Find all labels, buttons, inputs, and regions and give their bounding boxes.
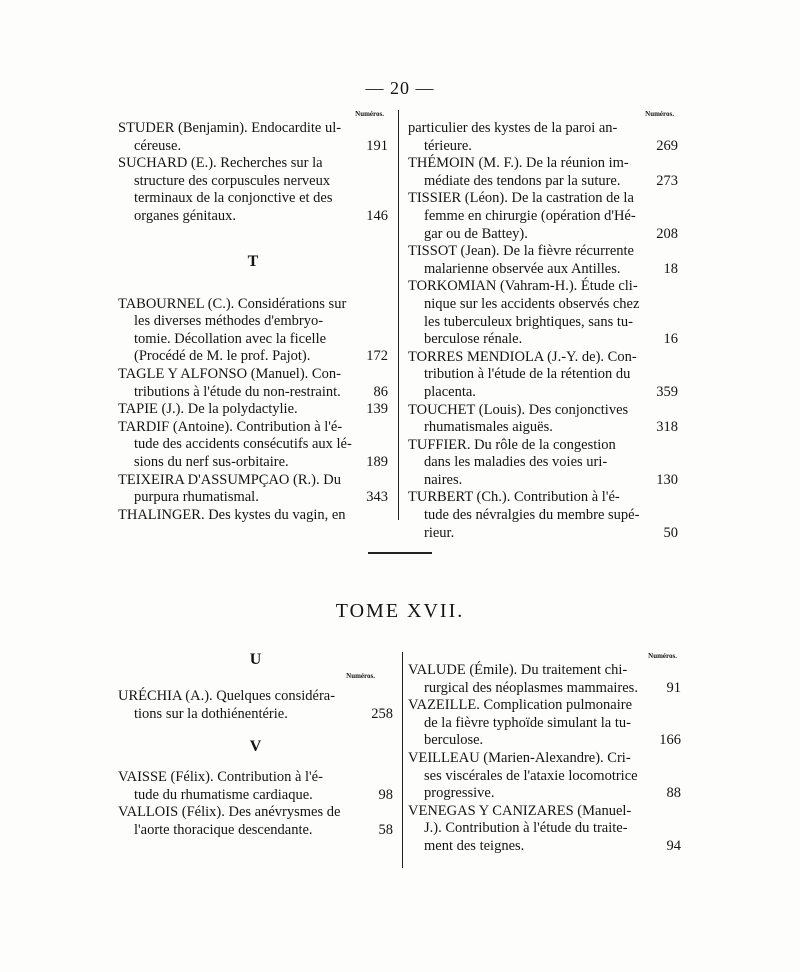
index-entry <box>408 402 678 437</box>
bottom-right-column <box>408 650 681 856</box>
entry-line <box>118 384 388 402</box>
entry-line <box>118 190 388 208</box>
entry-text: tions sur la dothiénentérie. <box>134 705 288 722</box>
entry-number: 88 <box>666 785 681 802</box>
entry-number: 18 <box>663 260 678 277</box>
entry-line <box>118 348 388 366</box>
entry-text: progressive. <box>424 785 495 802</box>
entry-number: 16 <box>663 331 678 348</box>
entry-number: 318 <box>656 419 678 436</box>
entry-text: les tuberculeux brightiques, sans tu- <box>424 313 633 330</box>
section-letter-v: V <box>249 738 262 756</box>
entry-number: 269 <box>656 137 678 154</box>
entry-list <box>408 662 681 856</box>
entry-text: TABOURNEL (C.). Considérations sur <box>118 295 347 312</box>
entry-text: dans les maladies des voies uri- <box>424 454 608 471</box>
index-entry <box>118 296 388 366</box>
entry-text: TAGLE Y ALFONSO (Manuel). Con- <box>118 365 341 382</box>
entry-text: berculose. <box>424 732 484 749</box>
entry-text: VENEGAS Y CANIZARES (Manuel- <box>408 802 632 819</box>
entry-text: TOUCHET (Louis). Des conjonctives <box>408 401 629 418</box>
entry-line <box>408 489 678 507</box>
entry-text: nique sur les accidents observés chez <box>424 295 640 312</box>
index-entry <box>118 401 388 419</box>
entry-text: gar ou de Battey). <box>424 225 528 242</box>
entry-line <box>118 155 388 173</box>
entry-text: THALINGER. Des kystes du vagin, en <box>118 506 346 523</box>
entry-text: J.). Contribution à l'étude du traite- <box>424 820 628 837</box>
entry-list <box>118 688 393 723</box>
entry-line <box>118 120 388 138</box>
entry-text: TARDIF (Antoine). Contribution à l'é- <box>118 418 343 435</box>
entry-line <box>118 331 388 349</box>
entry-line <box>408 662 681 680</box>
entry-text: URÉCHIA (A.). Quelques considéra- <box>118 688 336 704</box>
index-entry <box>408 349 678 402</box>
entry-number: 94 <box>666 837 681 854</box>
index-entry <box>408 489 678 542</box>
index-entry <box>408 437 678 490</box>
entry-line <box>408 190 678 208</box>
index-entry <box>408 243 678 278</box>
index-entry <box>408 803 681 856</box>
entry-line <box>408 331 678 349</box>
entry-text: TISSOT (Jean). De la fièvre récurrente <box>408 243 634 260</box>
entry-line <box>408 296 678 314</box>
entry-list <box>408 120 678 542</box>
entry-number: 258 <box>371 705 393 722</box>
entry-text: médiate des tendons par la suture. <box>424 172 621 189</box>
page-number: — 20 — <box>365 78 435 98</box>
entry-line <box>408 680 681 698</box>
entry-text: organes génitaux. <box>134 207 237 224</box>
entry-line <box>118 804 393 822</box>
entry-number: 208 <box>656 225 678 242</box>
entry-line <box>408 437 678 455</box>
entry-text: rieur. <box>424 524 455 541</box>
entry-line <box>118 787 393 805</box>
entry-list <box>118 120 388 226</box>
entry-line <box>408 349 678 367</box>
index-entry <box>118 419 388 472</box>
column-heading: Numéros. <box>645 110 674 118</box>
entry-number: 91 <box>666 679 681 696</box>
top-right-column <box>408 108 678 542</box>
entry-text: de la fièvre typhoïde simulant la tu- <box>424 714 631 731</box>
index-entry <box>118 507 388 525</box>
entry-line <box>118 489 388 507</box>
entry-line <box>408 838 681 856</box>
entry-text: rurgical des néoplasmes mammaires. <box>424 679 638 696</box>
entry-text: VAZEILLE. Complication pulmonaire <box>408 697 633 714</box>
index-entry <box>408 190 678 243</box>
entry-line <box>408 226 678 244</box>
index-entry <box>408 120 678 155</box>
entry-text: TISSIER (Léon). De la castration de la <box>408 190 634 207</box>
entry-text: TORRES MENDIOLA (J.-Y. de). Con- <box>408 348 637 365</box>
index-entry <box>408 750 681 803</box>
entry-line <box>118 822 393 840</box>
entry-line <box>408 419 678 437</box>
entry-number: 50 <box>663 524 678 541</box>
entry-text: TAPIE (J.). De la polydactylie. <box>118 401 298 418</box>
entry-line <box>408 768 681 786</box>
entry-line <box>408 803 681 821</box>
index-entry <box>118 688 393 723</box>
entry-line <box>408 732 681 750</box>
top-left-column <box>118 108 388 524</box>
entry-text: sions du nerf sus-orbitaire. <box>134 453 289 470</box>
index-entry <box>118 155 388 225</box>
entry-line <box>408 278 678 296</box>
column-divider-bottom <box>402 652 403 868</box>
entry-text: tude des névralgies du membre supé- <box>424 507 640 524</box>
entry-text: les diverses méthodes d'embryo- <box>134 313 324 330</box>
index-entry <box>408 697 681 750</box>
index-entry <box>118 120 388 155</box>
entry-line <box>408 507 678 525</box>
entry-text: STUDER (Benjamin). Endocardite ul- <box>118 120 342 136</box>
separator-rule <box>368 552 432 554</box>
entry-line <box>408 750 681 768</box>
entry-text: terminaux de la conjonctive et des <box>134 190 333 207</box>
entry-number: 191 <box>366 137 388 154</box>
entry-text: rhumatismales aiguës. <box>424 419 553 436</box>
entry-number: 273 <box>656 172 678 189</box>
entry-text: malarienne observée aux Antilles. <box>424 260 621 277</box>
index-entry <box>118 804 393 839</box>
entry-line <box>408 173 678 191</box>
index-entry <box>118 769 393 804</box>
index-entry <box>408 662 681 697</box>
index-entry <box>118 472 388 507</box>
entry-line <box>408 785 681 803</box>
entry-line <box>408 366 678 384</box>
section-letter-u: U <box>249 651 262 668</box>
entry-text: tude des accidents consécutifs aux lé- <box>134 436 352 453</box>
entry-number: 189 <box>366 453 388 470</box>
entry-line <box>118 769 393 787</box>
entry-text: VEILLEAU (Marien-Alexandre). Cri- <box>408 749 631 766</box>
entry-line <box>118 138 388 156</box>
entry-line <box>408 138 678 156</box>
entry-line <box>408 243 678 261</box>
column-heading: Numéros. <box>355 110 384 118</box>
entry-line <box>408 208 678 226</box>
entry-text: purpura rhumatismal. <box>134 489 259 506</box>
entry-text: VAISSE (Félix). Contribution à l'é- <box>118 769 323 786</box>
index-entry <box>408 278 678 348</box>
entry-number: 343 <box>366 489 388 506</box>
entry-text: particulier des kystes de la paroi an- <box>408 120 618 136</box>
entry-line <box>408 384 678 402</box>
entry-list <box>118 769 393 839</box>
column-divider-top <box>398 110 399 520</box>
entry-text: TUFFIER. Du rôle de la congestion <box>408 436 616 453</box>
entry-text: berculose rénale. <box>424 331 523 348</box>
entry-text: ses viscérales de l'ataxie locomotrice <box>424 767 638 784</box>
entry-number: 359 <box>656 383 678 400</box>
entry-text: tribution à l'étude de la rétention du <box>424 366 631 383</box>
entry-text: placenta. <box>424 383 476 400</box>
entry-line <box>118 688 393 706</box>
entry-list <box>118 296 388 525</box>
entry-text: térieure. <box>424 137 472 154</box>
entry-line <box>118 208 388 226</box>
entry-line <box>118 296 388 314</box>
entry-text: VALUDE (Émile). Du traitement chi- <box>408 662 628 678</box>
tome-title: TOME XVII. <box>335 600 465 622</box>
entry-line <box>118 454 388 472</box>
entry-text: VALLOIS (Félix). Des anévrysmes de <box>118 804 341 821</box>
entry-line <box>408 402 678 420</box>
bottom-left-column <box>118 650 393 840</box>
entry-line <box>408 454 678 472</box>
entry-number: 130 <box>656 471 678 488</box>
entry-line <box>408 697 681 715</box>
entry-text: structure des corpuscules nerveux <box>134 172 331 189</box>
entry-text: tude du rhumatisme cardiaque. <box>134 786 313 803</box>
entry-line <box>118 401 388 419</box>
entry-line <box>408 472 678 490</box>
entry-text: l'aorte thoracique descendante. <box>134 821 313 838</box>
entry-number: 172 <box>366 348 388 365</box>
column-heading: Numéros. <box>648 652 677 660</box>
entry-line <box>408 820 681 838</box>
entry-text: SUCHARD (E.). Recherches sur la <box>118 155 323 172</box>
entry-line <box>408 120 678 138</box>
entry-text: (Procédé de M. le prof. Pajot). <box>134 348 311 365</box>
entry-line <box>118 436 388 454</box>
entry-line <box>408 155 678 173</box>
entry-text: céreuse. <box>134 137 182 154</box>
entry-number: 98 <box>378 786 393 803</box>
entry-line <box>118 366 388 384</box>
entry-number: 166 <box>659 732 681 749</box>
entry-text: TORKOMIAN (Vahram-H.). Étude cli- <box>408 278 638 295</box>
entry-line <box>118 419 388 437</box>
index-entry <box>118 366 388 401</box>
entry-line <box>408 261 678 279</box>
entry-line <box>118 706 393 724</box>
entry-line <box>408 314 678 332</box>
index-entry <box>408 155 678 190</box>
entry-number: 58 <box>378 821 393 838</box>
column-heading: Numéros. <box>346 672 375 680</box>
entry-line <box>118 507 388 525</box>
entry-line <box>118 472 388 490</box>
entry-line <box>408 525 678 543</box>
entry-text: tomie. Décollation avec la ficelle <box>134 330 327 347</box>
entry-text: naires. <box>424 471 463 488</box>
section-letter-t: T <box>247 252 259 270</box>
entry-text: TURBERT (Ch.). Contribution à l'é- <box>408 489 620 506</box>
entry-number: 86 <box>373 383 388 400</box>
entry-number: 139 <box>366 401 388 418</box>
entry-number: 146 <box>366 207 388 224</box>
entry-text: tributions à l'étude du non-restraint. <box>134 383 341 400</box>
entry-line <box>118 313 388 331</box>
entry-text: THÉMOIN (M. F.). De la réunion im- <box>408 155 629 172</box>
entry-text: ment des teignes. <box>424 837 525 854</box>
entry-line <box>408 715 681 733</box>
entry-text: TEIXEIRA D'ASSUMPÇAO (R.). Du <box>118 471 341 488</box>
entry-text: femme en chirurgie (opération d'Hé- <box>424 207 636 224</box>
entry-line <box>118 173 388 191</box>
